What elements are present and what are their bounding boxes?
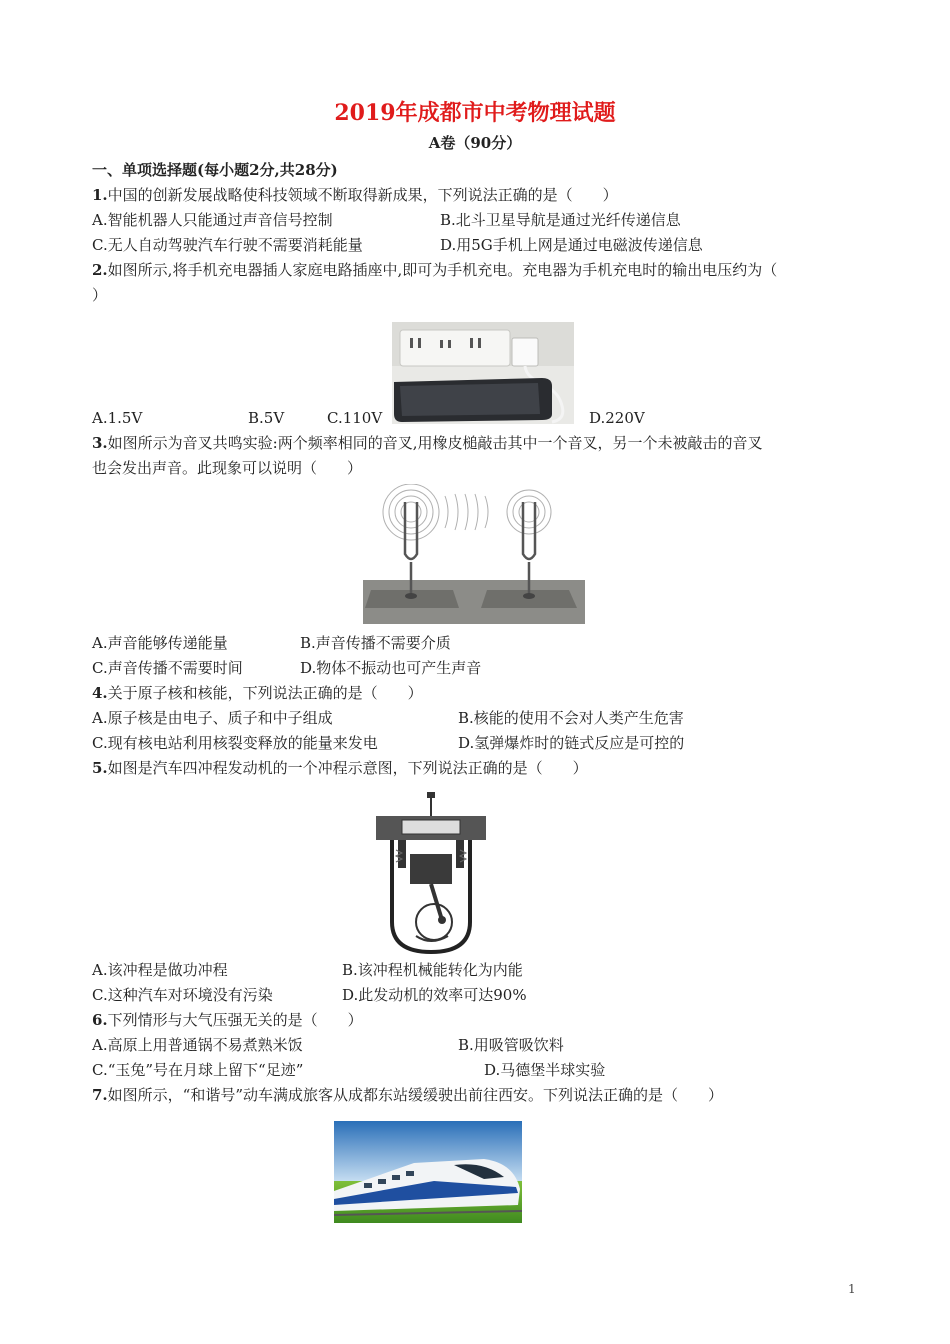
option-b: B.北斗卫星导航是通过光纤传递信息 xyxy=(440,211,681,229)
option-b: B.用吸管吸饮料 xyxy=(458,1036,564,1054)
question-number: 1. xyxy=(92,186,108,204)
option-c: C.“玉兔”号在月球上留下“足迹” xyxy=(92,1061,304,1079)
option-d: D.氢弹爆炸时的链式反应是可控的 xyxy=(458,734,685,752)
question-stem: 如图所示,将手机充电器插人家庭电路插座中,即可为手机充电。充电器为手机充电时的输出电压约为（ xyxy=(107,261,778,279)
high-speed-train-image xyxy=(334,1121,522,1223)
phone-charger-image xyxy=(392,322,574,424)
question-number: 6. xyxy=(92,1011,108,1029)
option-b: B.核能的使用不会对人类产生危害 xyxy=(458,709,684,727)
option-a: A.该冲程是做功冲程 xyxy=(92,961,228,979)
question-stem-continued: ） xyxy=(92,286,108,304)
option-c: C.声音传播不需要时间 xyxy=(92,659,243,677)
question-number: 3. xyxy=(92,434,108,452)
question-number: 4. xyxy=(92,684,108,702)
option-b: B.该冲程机械能转化为内能 xyxy=(342,961,523,979)
four-stroke-engine-diagram xyxy=(372,790,490,958)
option-c: C.现有核电站利用核裂变释放的能量来发电 xyxy=(92,734,378,752)
question-7 xyxy=(92,1085,723,1105)
option-d: D.物体不振动也可产生声音 xyxy=(300,659,482,677)
option-a: A.原子核是由电子、质子和中子组成 xyxy=(92,709,333,727)
paper-part-label: A卷（90分） xyxy=(428,134,522,152)
question-stem: 中国的创新发展战略使科技领域不断取得新成果，下列说法正确的是（ ） xyxy=(107,186,618,204)
option-d: D.马德堡半球实验 xyxy=(484,1061,606,1079)
question-6 xyxy=(92,1010,363,1030)
page-title: 2019年成都市中考物理试题 xyxy=(334,100,616,126)
page-number: 1 xyxy=(848,1282,856,1296)
question-4 xyxy=(92,683,423,703)
option-d: D.此发动机的效率可达90% xyxy=(342,986,527,1004)
question-5 xyxy=(92,758,588,778)
question-stem: 如图所示，“和谐号”动车满成旅客从成都东站缓缓驶出前往西安。下列说法正确的是（ ） xyxy=(107,1086,724,1104)
tuning-fork-resonance-image xyxy=(363,484,585,624)
option-c: C.无人自动驾驶汽车行驶不需要消耗能量 xyxy=(92,236,363,254)
question-1 xyxy=(92,185,618,205)
section-heading: 一、单项选择题(每小题2分,共28分) xyxy=(92,161,338,179)
option-c: C.这种汽车对环境没有污染 xyxy=(92,986,273,1004)
option-a: A.1.5V xyxy=(92,409,143,427)
option-a: A.声音能够传递能量 xyxy=(92,634,228,652)
option-a: A.智能机器人只能通过声音信号控制 xyxy=(92,211,333,229)
option-d: D.220V xyxy=(589,409,645,427)
question-number: 5. xyxy=(92,759,108,777)
question-stem: 下列情形与大气压强无关的是（ ） xyxy=(107,1011,363,1029)
question-3 xyxy=(92,433,763,453)
option-b: B.声音传播不需要介质 xyxy=(300,634,451,652)
question-stem: 关于原子核和核能，下列说法正确的是（ ） xyxy=(107,684,423,702)
option-d: D.用5G手机上网是通过电磁波传递信息 xyxy=(440,236,703,254)
question-stem-continued: 也会发出声音。此现象可以说明（ ） xyxy=(92,459,363,477)
option-a: A.高原上用普通锅不易煮熟米饭 xyxy=(92,1036,303,1054)
option-c: C.110V xyxy=(327,409,383,427)
question-number: 7. xyxy=(92,1086,108,1104)
question-stem: 如图所示为音叉共鸣实验:两个频率相同的音叉,用橡皮槌敲击其中一个音叉，另一个未被敲击的音叉 xyxy=(107,434,763,452)
option-b: B.5V xyxy=(248,409,285,427)
question-stem: 如图是汽车四冲程发动机的一个冲程示意图，下列说法正确的是（ ） xyxy=(107,759,588,777)
question-number: 2. xyxy=(92,261,108,279)
question-2 xyxy=(92,260,777,280)
